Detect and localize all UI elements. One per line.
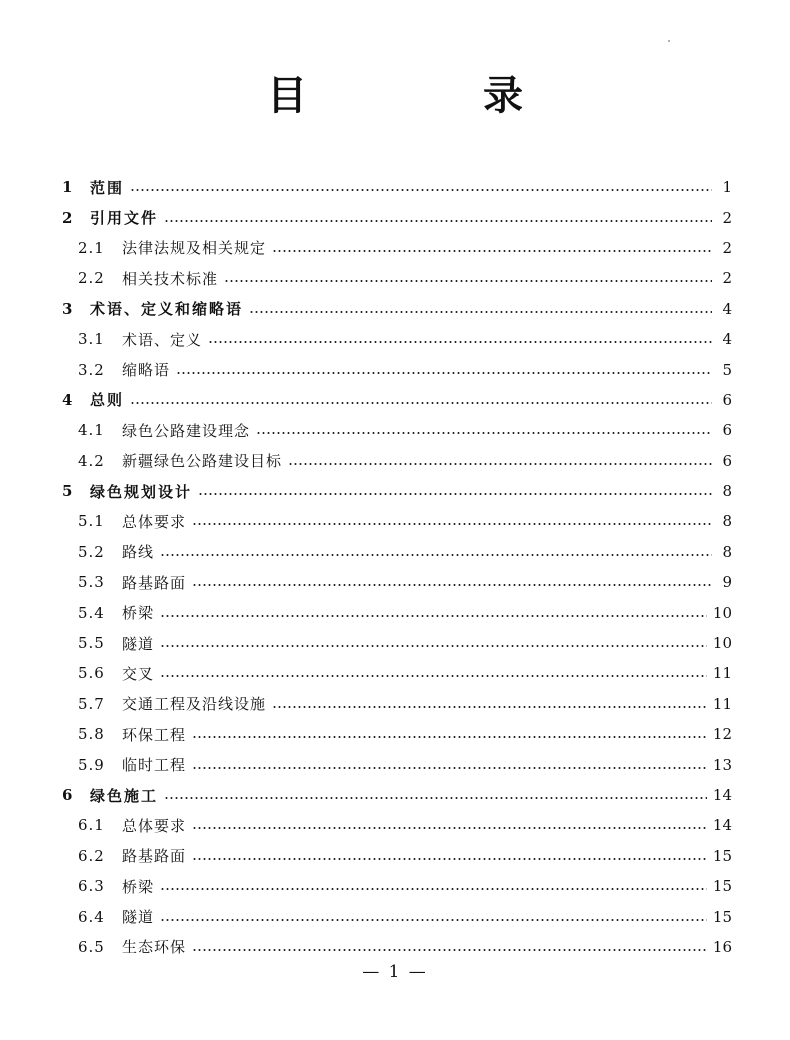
toc-entry-number: 3.2 — [78, 360, 105, 379]
toc-chapter-entry[interactable] — [0, 385, 790, 415]
toc-entry-number: 5 — [62, 482, 73, 501]
toc-section-entry[interactable] — [0, 628, 790, 658]
toc-entry-title: 绿色公路建设理念 — [122, 421, 251, 440]
toc-entry-title: 交叉 — [122, 664, 155, 683]
toc-section-entry[interactable] — [0, 446, 790, 476]
toc-entry-title: 路线 — [122, 543, 155, 562]
toc-section-entry[interactable] — [0, 658, 790, 688]
toc-entry-number: 6 — [62, 786, 73, 804]
toc-section-entry[interactable] — [0, 841, 790, 871]
toc-entry-number: 5.7 — [78, 694, 105, 713]
toc-entry-title: 术语、定义 — [122, 330, 203, 349]
toc-entry-page-number: 4 — [722, 330, 732, 349]
toc-chapter-entry[interactable] — [0, 780, 790, 810]
dot-leader — [164, 797, 707, 799]
toc-section-entry[interactable] — [0, 932, 790, 962]
dot-leader — [192, 827, 707, 829]
toc-entry-number: 5.3 — [78, 573, 105, 592]
dot-leader — [192, 523, 712, 525]
toc-entry-title: 引用文件 — [90, 209, 159, 228]
toc-entry-page-number: 2 — [722, 238, 732, 257]
toc-entry-page-number: 5 — [722, 360, 732, 379]
toc-entry-title: 生态环保 — [122, 938, 187, 957]
toc-entry-number: 6.1 — [78, 816, 105, 835]
toc-section-entry[interactable] — [0, 871, 790, 901]
toc-entry-number: 4.1 — [78, 421, 105, 440]
toc-entry-number: 5.2 — [78, 542, 105, 561]
toc-entry-title: 桥梁 — [122, 877, 155, 896]
toc-entry-page-number: 15 — [712, 907, 732, 926]
dot-leader — [160, 675, 707, 677]
toc-entry-number: 5.5 — [78, 634, 105, 653]
toc-entry-number: 3 — [62, 299, 73, 318]
toc-entry-page-number: 10 — [712, 603, 732, 622]
toc-section-entry[interactable] — [0, 719, 790, 749]
toc-entry-title: 总则 — [90, 391, 125, 410]
toc-entry-number: 1 — [62, 178, 73, 197]
toc-entry-title: 绿色施工 — [90, 786, 159, 805]
page-number: — 1 — — [362, 962, 428, 982]
dot-leader — [192, 858, 707, 860]
table-of-contents — [0, 172, 790, 962]
toc-entry-number: 4 — [62, 390, 73, 409]
toc-entry-number: 2 — [62, 208, 73, 227]
toc-entry-page-number: 14 — [712, 816, 732, 835]
dot-leader — [192, 767, 707, 769]
toc-entry-number: 4.2 — [78, 451, 105, 470]
toc-entry-page-number: 8 — [722, 482, 732, 501]
toc-entry-number: 5.4 — [78, 603, 105, 622]
dot-leader — [130, 402, 712, 404]
toc-entry-number: 6.3 — [78, 877, 105, 896]
toc-entry-number: 5.8 — [78, 725, 105, 744]
toc-entry-title: 隧道 — [122, 634, 155, 653]
toc-entry-title: 总体要求 — [122, 512, 187, 531]
toc-entry-title: 环保工程 — [122, 725, 187, 744]
toc-entry-page-number: 2 — [722, 208, 732, 227]
dot-leader — [192, 584, 712, 586]
toc-section-entry[interactable] — [0, 597, 790, 627]
toc-entry-page-number: 14 — [712, 786, 732, 804]
toc-entry-title: 新疆绿色公路建设目标 — [122, 452, 283, 471]
toc-section-entry[interactable] — [0, 689, 790, 719]
toc-entry-page-number: 15 — [712, 877, 732, 896]
toc-entry-title: 总体要求 — [122, 816, 187, 835]
toc-section-entry[interactable] — [0, 749, 790, 779]
toc-chapter-entry[interactable] — [0, 202, 790, 232]
toc-entry-page-number: 6 — [722, 390, 732, 409]
toc-entry-page-number: 1 — [722, 178, 732, 197]
toc-section-entry[interactable] — [0, 354, 790, 384]
dot-leader — [256, 432, 712, 434]
dot-leader — [130, 189, 712, 191]
dot-leader — [272, 250, 712, 252]
toc-entry-number: 5.9 — [78, 755, 105, 774]
toc-section-entry[interactable] — [0, 810, 790, 840]
toc-entry-title: 相关技术标准 — [122, 269, 219, 288]
toc-entry-number: 6.5 — [78, 937, 105, 956]
toc-section-entry[interactable] — [0, 567, 790, 597]
dot-leader — [160, 919, 707, 921]
toc-chapter-entry[interactable] — [0, 172, 790, 202]
toc-section-entry[interactable] — [0, 537, 790, 567]
dot-leader — [198, 493, 712, 495]
toc-entry-title: 路基路面 — [122, 573, 187, 592]
toc-entry-title: 隧道 — [122, 908, 155, 927]
scan-speck — [668, 40, 670, 42]
toc-entry-number: 6.4 — [78, 907, 105, 926]
dot-leader — [160, 888, 707, 890]
toc-entry-page-number: 13 — [712, 755, 732, 774]
toc-entry-page-number: 4 — [722, 299, 732, 318]
toc-chapter-entry[interactable] — [0, 294, 790, 324]
dot-leader — [288, 463, 712, 465]
toc-section-entry[interactable] — [0, 506, 790, 536]
toc-entry-number: 2.1 — [78, 238, 105, 257]
toc-section-entry[interactable] — [0, 901, 790, 931]
toc-section-entry[interactable] — [0, 415, 790, 445]
toc-entry-title: 术语、定义和缩略语 — [90, 300, 244, 319]
dot-leader — [160, 645, 707, 647]
dot-leader — [208, 341, 712, 343]
toc-entry-page-number: 15 — [712, 846, 732, 865]
toc-entry-page-number: 8 — [722, 542, 732, 561]
toc-section-entry[interactable] — [0, 324, 790, 354]
dot-leader — [176, 372, 712, 374]
toc-entry-page-number: 11 — [712, 694, 732, 713]
toc-entry-page-number: 8 — [722, 512, 732, 531]
toc-entry-number: 6.2 — [78, 846, 105, 865]
toc-entry-title: 路基路面 — [122, 847, 187, 866]
toc-chapter-entry[interactable] — [0, 476, 790, 506]
toc-entry-page-number: 9 — [722, 573, 732, 592]
dot-leader — [249, 311, 712, 313]
toc-entry-title: 缩略语 — [122, 361, 171, 380]
dot-leader — [160, 615, 707, 617]
toc-entry-title: 绿色规划设计 — [90, 482, 193, 501]
toc-entry-number: 3.1 — [78, 330, 105, 349]
dot-leader — [272, 706, 707, 708]
toc-entry-page-number: 10 — [712, 634, 732, 653]
toc-entry-title: 桥梁 — [122, 604, 155, 623]
toc-entry-title: 交通工程及沿线设施 — [122, 695, 267, 714]
toc-entry-page-number: 16 — [712, 937, 732, 956]
toc-entry-number: 2.2 — [78, 269, 105, 288]
toc-entry-title: 临时工程 — [122, 756, 187, 775]
toc-entry-page-number: 11 — [712, 664, 732, 683]
toc-section-entry[interactable] — [0, 233, 790, 263]
dot-leader — [164, 220, 712, 222]
toc-entry-page-number: 12 — [712, 725, 732, 744]
toc-entry-title: 范围 — [90, 178, 125, 197]
dot-leader — [224, 280, 712, 282]
toc-entry-page-number: 6 — [722, 451, 732, 470]
dot-leader — [160, 554, 712, 556]
dot-leader — [192, 949, 707, 951]
page-title: 目 录 — [267, 72, 591, 119]
toc-entry-page-number: 6 — [722, 421, 732, 440]
toc-entry-number: 5.1 — [78, 512, 105, 531]
toc-section-entry[interactable] — [0, 263, 790, 293]
toc-entry-title: 法律法规及相关规定 — [122, 239, 267, 258]
toc-entry-page-number: 2 — [722, 269, 732, 288]
dot-leader — [192, 736, 707, 738]
toc-entry-number: 5.6 — [78, 664, 105, 683]
